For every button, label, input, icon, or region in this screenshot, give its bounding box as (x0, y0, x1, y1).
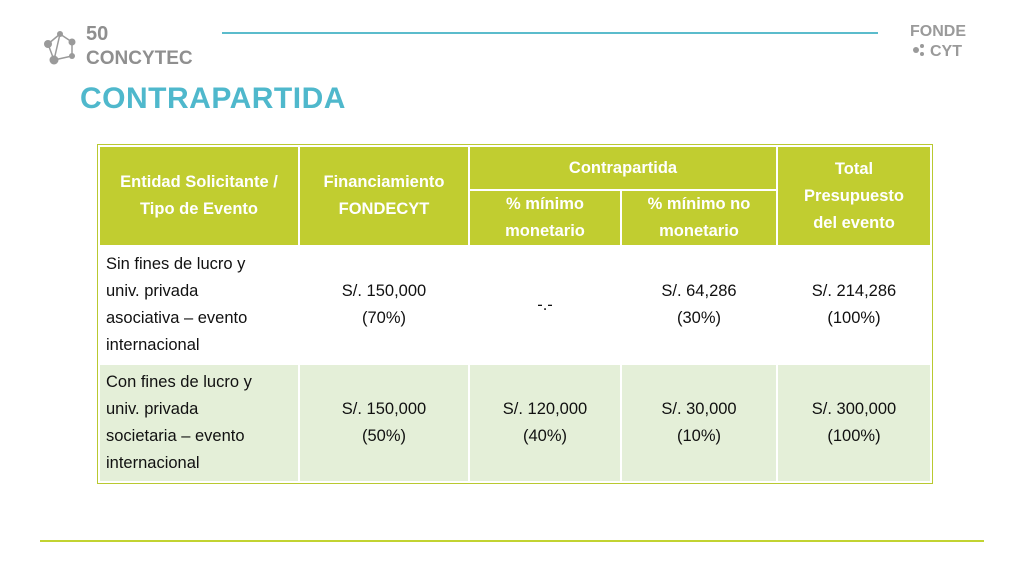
header-entidad: Entidad Solicitante / Tipo de Evento (99, 146, 299, 246)
svg-text:CYT: CYT (930, 43, 962, 60)
cell-total: S/. 214,286 (100%) (777, 246, 931, 364)
cell-entidad: Con fines de lucro y univ. privada societaria – evento internacional (99, 364, 299, 482)
table-row (99, 246, 931, 364)
table-row (99, 364, 931, 482)
contrapartida-table (98, 145, 932, 483)
cell-monetario: -.- (469, 246, 621, 364)
molecule-icon (38, 20, 218, 80)
svg-text:FONDE: FONDE (910, 23, 966, 40)
header-no-monetario: % mínimo no monetario (621, 190, 777, 246)
svg-text:50: 50 (86, 23, 109, 45)
header-total: Total Presupuesto del evento (777, 146, 931, 246)
cell-financiamiento: S/. 150,000 (70%) (299, 246, 469, 364)
molecule-small-icon (913, 44, 924, 56)
page-title: CONTRAPARTIDA (80, 82, 346, 115)
top-divider (222, 32, 878, 34)
svg-text:CONCYTEC: CONCYTEC (86, 48, 193, 69)
cell-total: S/. 300,000 (100%) (777, 364, 931, 482)
bottom-divider (40, 540, 984, 542)
header-monetario: % mínimo monetario (469, 190, 621, 246)
header-financiamiento: Financiamiento FONDECYT (299, 146, 469, 246)
cell-entidad: Sin fines de lucro y univ. privada asociativa – evento internacional (99, 246, 299, 364)
cell-no-monetario: S/. 64,286 (30%) (621, 246, 777, 364)
cell-monetario: S/. 120,000 (40%) (469, 364, 621, 482)
fondecyt-logo (908, 20, 988, 60)
cell-financiamiento: S/. 150,000 (50%) (299, 364, 469, 482)
concytec-logo (38, 20, 218, 80)
header-contrapartida: Contrapartida (469, 146, 777, 190)
cell-no-monetario: S/. 30,000 (10%) (621, 364, 777, 482)
